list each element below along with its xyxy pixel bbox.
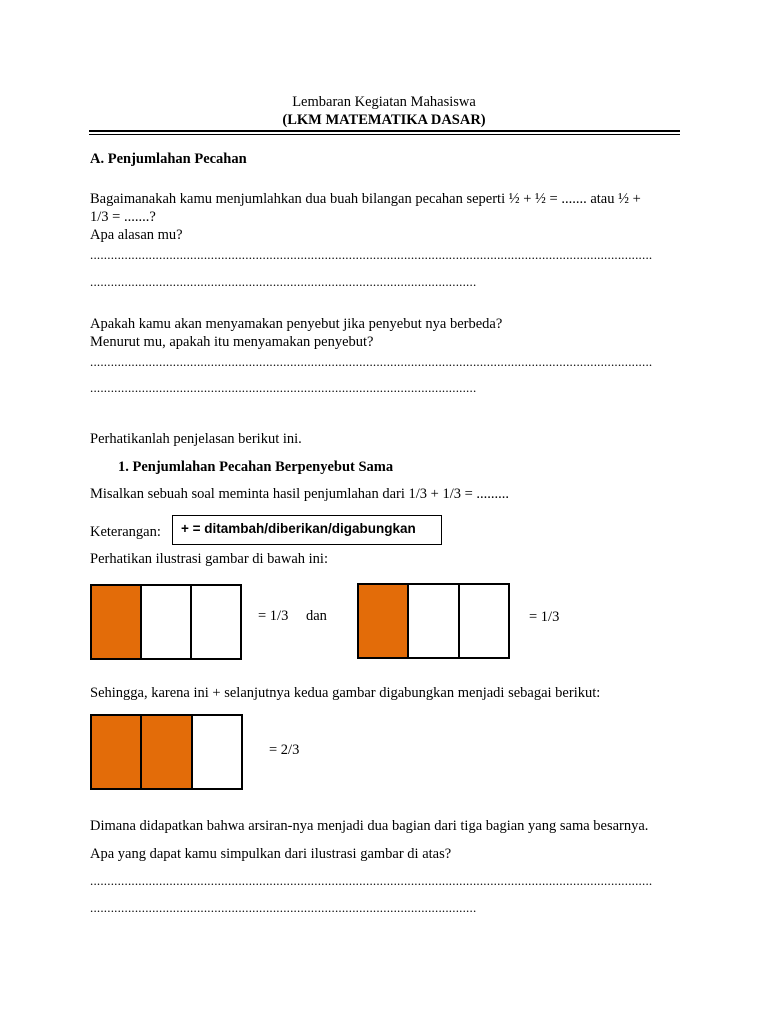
document-title: Lembaran Kegiatan Mahasiswa — [292, 94, 476, 110]
keterangan-box-text: + = ditambah/diberikan/digabungkan — [181, 521, 416, 536]
question-1-line-2: 1/3 = .......? — [90, 209, 156, 225]
question-2-line-1: Apakah kamu akan menyamakan penyebut jika penyebut nya berbeda? — [90, 316, 503, 332]
and-text: dan — [306, 608, 327, 624]
fraction-cell-shaded — [92, 716, 142, 788]
conclusion-line-2: Apa yang dapat kamu simpulkan dari ilustrasi gambar di atas? — [90, 846, 452, 862]
fraction-figure-2 — [357, 583, 510, 659]
section-heading: A. Penjumlahan Pecahan — [90, 151, 247, 167]
fraction-cell — [409, 585, 459, 657]
keterangan-box — [172, 515, 442, 545]
answer-line: ................................................................................................................................................................... — [90, 355, 653, 369]
fraction-figure-3-label: = 2/3 — [269, 742, 300, 758]
fraction-figure-1-label: = 1/3 — [258, 608, 289, 624]
fraction-cell-shaded — [92, 586, 142, 658]
title-rule-thin — [89, 134, 680, 135]
keterangan-label: Keterangan: — [90, 524, 161, 540]
fraction-figure-2-label: = 1/3 — [529, 609, 560, 625]
document-subtitle: (LKM MATEMATIKA DASAR) — [282, 112, 486, 128]
fraction-cell — [460, 585, 508, 657]
fraction-cell-shaded — [359, 585, 409, 657]
fraction-cell — [193, 716, 241, 788]
combine-text: Sehingga, karena ini + selanjutnya kedua gambar digabungkan menjadi sebagai berikut: — [90, 685, 601, 701]
answer-line: ................................................................................................................ — [90, 901, 477, 915]
conclusion-line-1: Dimana didapatkan bahwa arsiran-nya menjadi dua bagian dari tiga bagian yang sama besarnya. — [90, 818, 649, 834]
illustration-intro: Perhatikan ilustrasi gambar di bawah ini: — [90, 551, 328, 567]
fraction-cell — [192, 586, 240, 658]
question-1-line-3: Apa alasan mu? — [90, 227, 183, 243]
answer-line: ................................................................................................................................................................... — [90, 248, 653, 262]
title-rule-thick — [89, 130, 680, 132]
example-text: Misalkan sebuah soal meminta hasil penjumlahan dari 1/3 + 1/3 = ......... — [90, 486, 510, 502]
answer-line: ................................................................................................................ — [90, 275, 477, 289]
answer-line: ................................................................................................................ — [90, 381, 477, 395]
fraction-cell-shaded — [142, 716, 192, 788]
intro-text: Perhatikanlah penjelasan berikut ini. — [90, 431, 302, 447]
answer-line: ................................................................................................................................................................... — [90, 874, 653, 888]
fraction-cell — [142, 586, 192, 658]
question-1-line-1: Bagaimanakah kamu menjumlahkan dua buah bilangan pecahan seperti ½ + ½ = ....... atau ½ + — [90, 191, 641, 207]
fraction-figure-1 — [90, 584, 242, 660]
question-2-line-2: Menurut mu, apakah itu menyamakan penyebut? — [90, 334, 374, 350]
subsection-heading: 1. Penjumlahan Pecahan Berpenyebut Sama — [118, 459, 394, 475]
fraction-figure-3 — [90, 714, 243, 790]
